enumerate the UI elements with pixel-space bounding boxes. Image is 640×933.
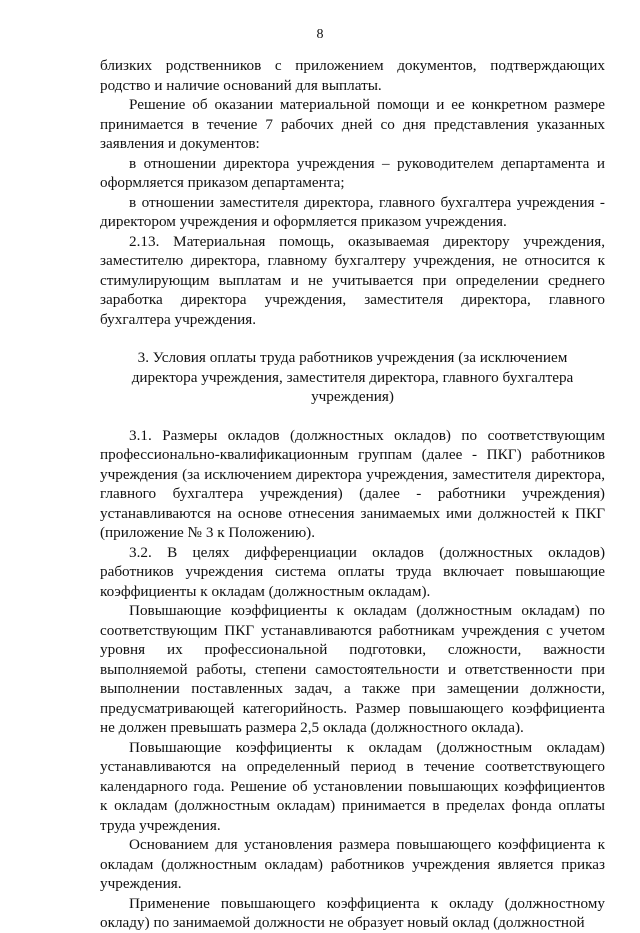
paragraph-continuation: близких родственников с приложением документов, подтверждающих родство и наличие оснований для выплаты.	[100, 57, 605, 94]
paragraph-coefficients-period: Повышающие коэффициенты к окладам (должностным окладам) устанавливаются на определенный период в течение соответствующего календарного года. Решение об установлении повышающих коэффициентов к окладам (должностным окладам) принимается в пределах фонда оплаты труда учреждения.	[100, 738, 605, 834]
document-body	[100, 56, 605, 933]
section-3-title: 3. Условия оплаты труда работников учреждения (за исключением директора учреждения, заместителя директора, главного бухгалтера учреждения)	[131, 349, 574, 405]
paragraph-3-1: 3.1. Размеры окладов (должностных окладов) по соответствующим профессионально-квалификационным группам (далее - ПКГ) работников учреждения (за исключением директора учреждения, заместителя директора, главного бухгалтера учреждения) (далее - работники учреждения) устанавливаются на основе отнесения занимаемых ими должностей к ПКГ (приложение № 3 к Положению).	[100, 426, 605, 541]
page-number: 8	[316, 27, 324, 42]
paragraph-coefficients-order: Основанием для установления размера повышающего коэффициента к окладам (должностным окладам) работников учреждения является приказ учреждения.	[100, 836, 605, 892]
paragraph-2-13: 2.13. Материальная помощь, оказываемая директору учреждения, заместителю директора, главному бухгалтеру учреждения, не относится к стимулирующим выплатам и не учитывается при определении среднего заработка директора учреждения, заместителя директора, главного бухгалтера учреждения.	[100, 232, 605, 328]
paragraph-3-2: 3.2. В целях дифференциации окладов (должностных окладов) работников учреждения система оплаты труда включает повышающие коэффициенты к окладам (должностным окладам).	[100, 543, 605, 600]
paragraph-decision-timing: Решение об оказании материальной помощи и ее конкретном размере принимается в течение 7 рабочих дней со дня представления указанных заявления и документов:	[100, 96, 605, 152]
paragraph-coefficients-basis: Повышающие коэффициенты к окладам (должностным окладам) по соответствующим ПКГ устанавливаются работникам учреждения с учетом уровня их профессиональной подготовки, сложности, важности выполняемой работы, степени самостоятельности и ответственности при выполнении поставленных задач, а также при замещении должности, предусматривающей категорийность. Размер повышающего коэффициента не должен превышать размера 2,5 оклада (должностного оклада).	[100, 602, 605, 736]
paragraph-coefficient-application: Применение повышающего коэффициента к окладу (должностному окладу) по занимаемой должности не образует новый оклад (должностной	[100, 894, 605, 931]
paragraph-director-case: в отношении директора учреждения – руководителем департамента и оформляется приказом департамента;	[100, 154, 605, 191]
paragraph-deputy-case: в отношении заместителя директора, главного бухгалтера учреждения - директором учреждения и оформляется приказом учреждения.	[100, 193, 605, 230]
